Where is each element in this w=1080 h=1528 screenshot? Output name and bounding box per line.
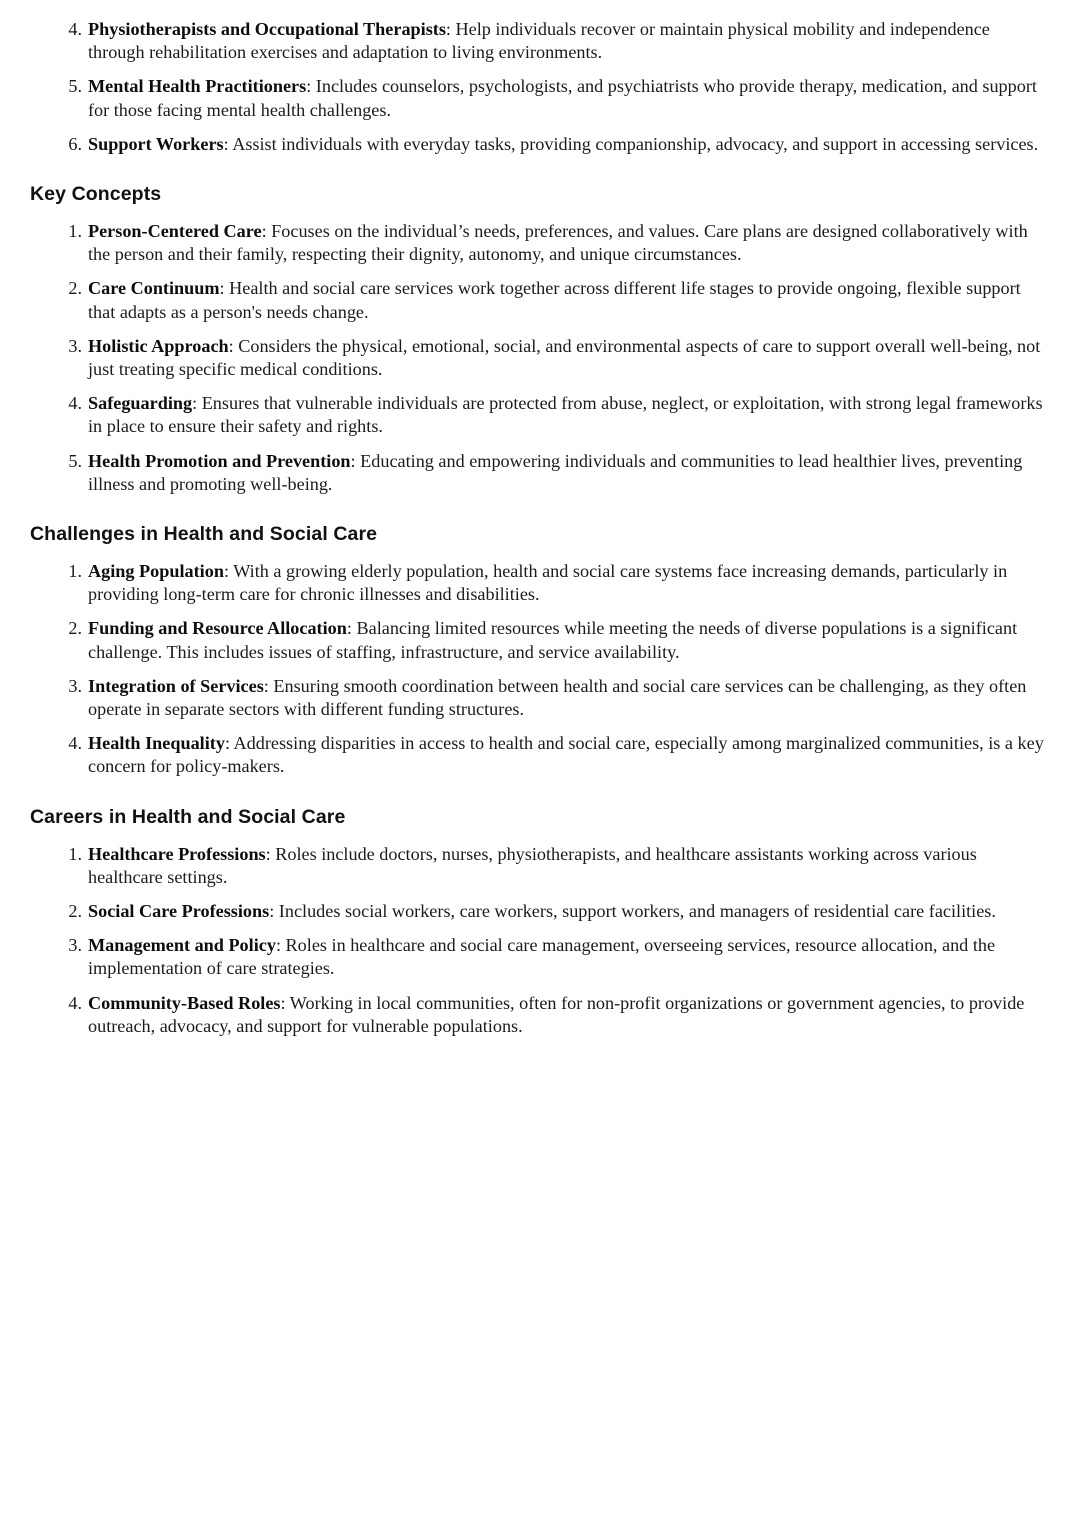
list-item-term: Safeguarding <box>88 393 193 414</box>
list-item-term: Health Inequality <box>88 733 225 754</box>
document-section <box>30 522 1048 779</box>
list-item-marker: 1. <box>68 561 82 582</box>
list-item-marker: 6. <box>68 133 82 154</box>
list-item-marker: 2. <box>68 278 82 299</box>
list-item-term: Care Continuum <box>88 278 220 299</box>
list-item-marker: 2. <box>68 618 82 639</box>
list-item <box>30 992 1048 1038</box>
list-item-marker: 5. <box>68 76 82 97</box>
section-heading: Challenges in Health and Social Care <box>30 523 378 546</box>
list-item-body: : Working in local communities, often for non-profit organizations or government agencies, to provide outreach, advocacy, and support for vulnerable populations. <box>88 992 1025 1036</box>
list-item <box>30 450 1048 496</box>
list-item <box>30 133 1048 156</box>
section-heading: Careers in Health and Social Care <box>30 805 346 828</box>
list-item-marker: 2. <box>68 901 82 922</box>
list-item-body: : Roles in healthcare and social care management, overseeing services, resource allocation, and the implementation of care strategies. <box>88 935 996 979</box>
list-item-body: : Roles include doctors, nurses, physiotherapists, and healthcare assistants working across various healthcare settings. <box>88 843 977 887</box>
list-item-body: : Considers the physical, emotional, social, and environmental aspects of care to support overall well-being, not just treating specific medical conditions. <box>88 335 1041 380</box>
list-item <box>30 675 1048 721</box>
list-item-body: : Balancing limited resources while meeting the needs of diverse populations is a significant challenge. This includes issues of staffing, infrastructure, and service availability. <box>88 618 1018 662</box>
list-item-term: Support Workers <box>88 133 224 154</box>
list-item-marker: 3. <box>68 335 82 356</box>
list-item-term: Management and Policy <box>88 935 276 956</box>
list-item-body: : Focuses on the individual’s needs, preferences, and values. Care plans are designed collaboratively with the person and their family, respecting their dignity, autonomy, and unique circumstances. <box>88 221 1028 265</box>
list-item-term: Person-Centered Care <box>88 221 262 242</box>
section-numbered-list <box>30 560 1048 779</box>
list-item-marker: 4. <box>68 992 82 1013</box>
list-item-marker: 1. <box>68 843 82 864</box>
list-item <box>30 18 1048 64</box>
list-item <box>30 900 1048 923</box>
list-item-body: : With a growing elderly population, health and social care systems face increasing demands, particularly in providing long-term care for chronic illnesses and disabilities. <box>88 561 1008 605</box>
list-item-marker: 4. <box>68 733 82 754</box>
list-item <box>30 335 1048 381</box>
list-item-term: Community-Based Roles <box>88 992 281 1013</box>
list-item <box>30 560 1048 606</box>
list-item-term: Holistic Approach <box>88 335 229 356</box>
document-section <box>30 805 1048 1038</box>
list-item-marker: 3. <box>68 935 82 956</box>
list-item <box>30 220 1048 266</box>
list-item-marker: 5. <box>68 450 82 471</box>
section-numbered-list <box>30 220 1048 496</box>
list-item-marker: 4. <box>68 19 82 39</box>
list-item-body: : Educating and empowering individuals and communities to lead healthier lives, preventing illness and promoting well-being. <box>88 450 1023 494</box>
list-item-marker: 4. <box>68 393 82 414</box>
list-item-body: : Addressing disparities in access to health and social care, especially among marginalized communities, is a key concern for policy-makers. <box>88 733 1044 777</box>
list-item <box>30 843 1048 889</box>
list-item <box>30 392 1048 438</box>
list-item <box>30 277 1048 323</box>
list-item-term: Mental Health Practitioners <box>88 76 307 97</box>
list-item-term: Aging Population <box>88 561 224 582</box>
document-sections <box>30 182 1048 1038</box>
list-item-body: : Ensuring smooth coordination between health and social care services can be challenging, as they often operate in separate sectors with different funding structures. <box>88 675 1027 720</box>
list-item-marker: 1. <box>68 221 82 242</box>
list-item-marker: 3. <box>68 675 82 696</box>
list-item <box>30 617 1048 663</box>
list-item <box>30 732 1048 778</box>
document-section <box>30 182 1048 496</box>
list-item-body: : Assist individuals with everyday tasks, providing companionship, advocacy, and support in accessing services. <box>223 133 1039 154</box>
list-item-term: Healthcare Professions <box>88 843 266 864</box>
list-item-body: : Health and social care services work together across different life stages to provide ongoing, flexible support that adapts as a person's needs change. <box>88 278 1021 322</box>
list-item-body: : Ensures that vulnerable individuals are protected from abuse, neglect, or exploitation, with strong legal frameworks in place to ensure their safety and rights. <box>88 393 1043 437</box>
list-item-term: Integration of Services <box>88 675 264 696</box>
continued-numbered-list <box>30 18 1048 156</box>
section-numbered-list <box>30 843 1048 1038</box>
list-item <box>30 75 1048 121</box>
list-item-term: Social Care Professions <box>88 901 270 922</box>
list-item-term: Physiotherapists and Occupational Therapists <box>88 19 446 39</box>
list-item-term: Funding and Resource Allocation <box>88 618 347 639</box>
list-item-term: Health Promotion and Prevention <box>88 450 351 471</box>
section-heading: Key Concepts <box>30 183 162 206</box>
list-item-body: : Includes social workers, care workers, support workers, and managers of residential care facilities. <box>269 901 996 922</box>
list-item-body: : Includes counselors, psychologists, and psychiatrists who provide therapy, medication, and support for those facing mental health challenges. <box>88 76 1037 120</box>
list-item <box>30 934 1048 980</box>
list-item-body: : Help individuals recover or maintain physical mobility and independence through rehabilitation exercises and adaptation to living environments. <box>88 19 990 63</box>
